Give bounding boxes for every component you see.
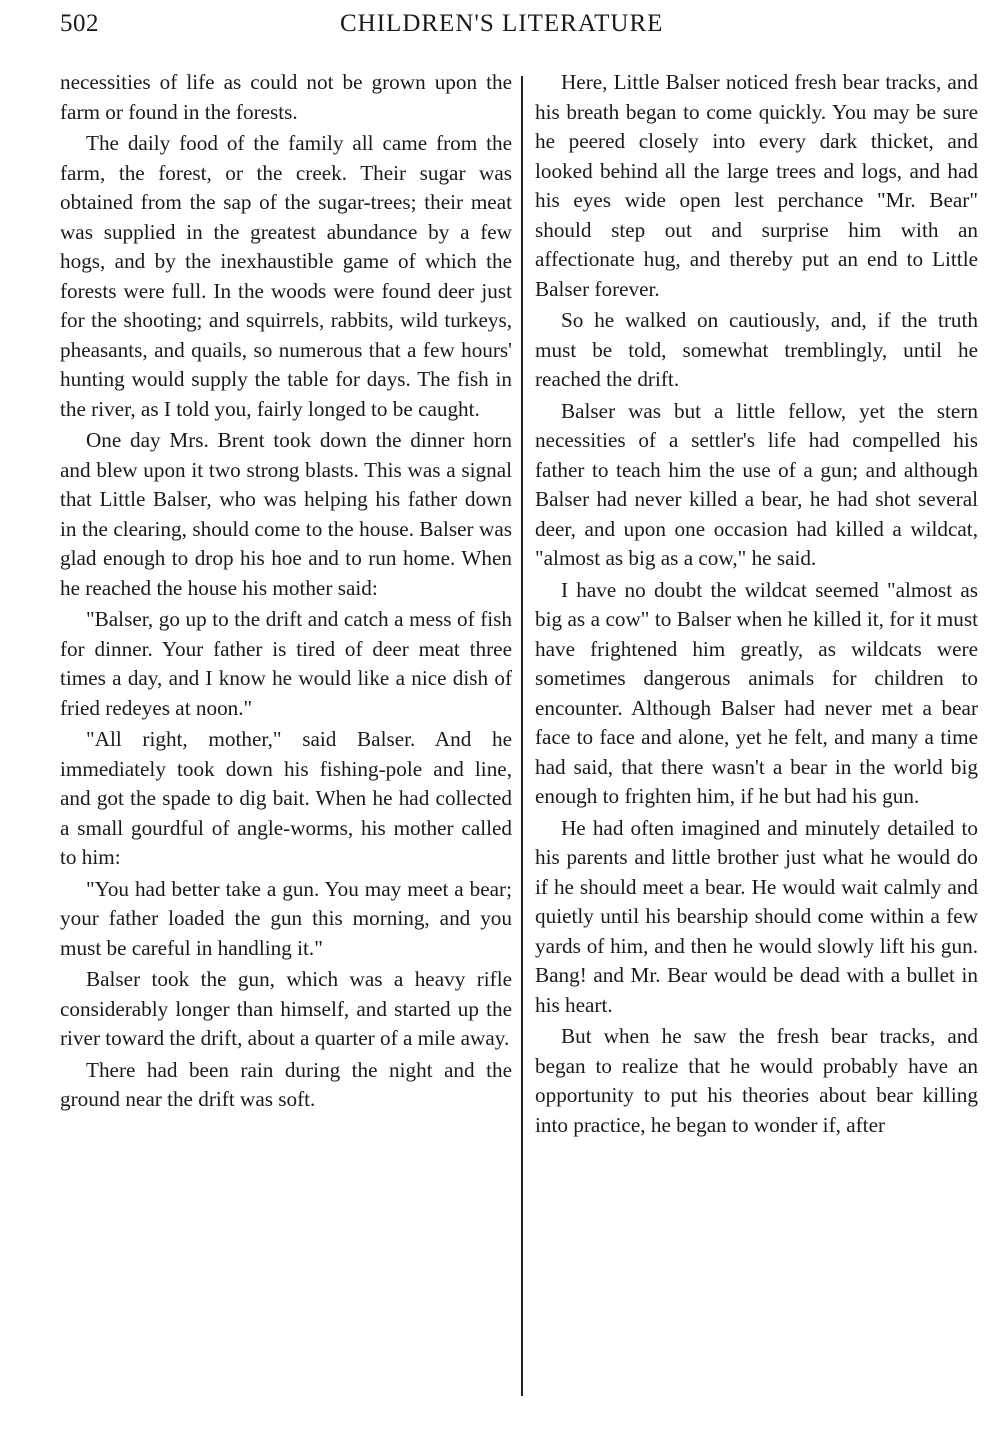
paragraph: Here, Little Balser noticed fresh bear tracks, and his breath began to come quickly. You may be sure he peered closely into every dark thicket, and looked behind all the large trees and logs, and had his eyes wide open lest perchance "Mr. Bear" should step out and surprise him with an affectionate hug, and thereby put an end to Little Balser forever. (535, 70, 978, 301)
column-divider (521, 76, 523, 1396)
paragraph: I have no doubt the wildcat seemed "almost as big as a cow" to Balser when he killed it, for it must have frightened him greatly, as wildcats were sometimes dangerous animals for children to encounter. Although Balser had never met a bear face to face and alone, yet he felt, and many a time had said, that there wasn't a bear in the world big enough to frighten him, if he but had his gun. (535, 577, 978, 808)
paragraph: There had been rain during the night and the ground near the drift was soft. (60, 1057, 512, 1111)
right-column (535, 68, 978, 1142)
paragraph: necessities of life as could not be grown upon the farm or found in the forests. (60, 70, 512, 124)
paragraph: The daily food of the family all came from the farm, the forest, or the creek. Their sugar was obtained from the sap of the sugar-trees; their meat was supplied in the greatest abundance by a few hogs, and by the inexhaustible game of which the forests were full. In the woods were found deer just for the shooting; and squirrels, rabbits, wild turkeys, pheasants, and quails, so numerous that a few hours' hunting would supply the table for days. The fish in the river, as I told you, fairly longed to be caught. (60, 131, 512, 421)
page-number: 502 (60, 10, 99, 37)
paragraph: "Balser, go up to the drift and catch a mess of fish for dinner. Your father is tired of deer meat three times a day, and I know he would like a nice dish of fried redeyes at noon." (60, 607, 512, 720)
paragraph: "You had better take a gun. You may meet a bear; your father loaded the gun this morning, and you must be careful in handling it." (60, 876, 512, 960)
paragraph: "All right, mother," said Balser. And he immediately took down his fishing-pole and line, and got the spade to dig bait. When he had collected a small gourdful of angle-worms, his mother called to him: (60, 727, 512, 869)
page-header (60, 10, 940, 50)
paragraph: One day Mrs. Brent took down the dinner horn and blew upon it two strong blasts. This was a signal that Little Balser, who was helping his father down in the clearing, should come to the house. Balser was glad enough to drop his hoe and to run home. When he reached the house his mother said: (60, 428, 512, 600)
paragraph: He had often imagined and minutely detailed to his parents and little brother just what he would do if he should meet a bear. He would wait calmly and quietly until his bearship should come within a few yards of him, and then he would slowly lift his gun. Bang! and Mr. Bear would be dead with a bullet in his heart. (535, 815, 978, 1017)
left-column (60, 68, 512, 1117)
paragraph: Balser was but a little fellow, yet the stern necessities of a settler's life had compelled his father to teach him the use of a gun; and although Balser had never killed a bear, he had shot several deer, and upon one occasion had killed a wildcat, "almost as big as a cow," he said. (535, 398, 978, 570)
running-title: CHILDREN'S LITERATURE (340, 10, 664, 37)
paragraph: Balser took the gun, which was a heavy rifle considerably longer than himself, and started up the river toward the drift, about a quarter of a mile away. (60, 967, 512, 1050)
paragraph: But when he saw the fresh bear tracks, and began to realize that he would probably have an opportunity to put his theories about bear killing into practice, he began to wonder if, after (535, 1024, 978, 1137)
paragraph: So he walked on cautiously, and, if the truth must be told, somewhat tremblingly, until he reached the drift. (535, 308, 978, 391)
